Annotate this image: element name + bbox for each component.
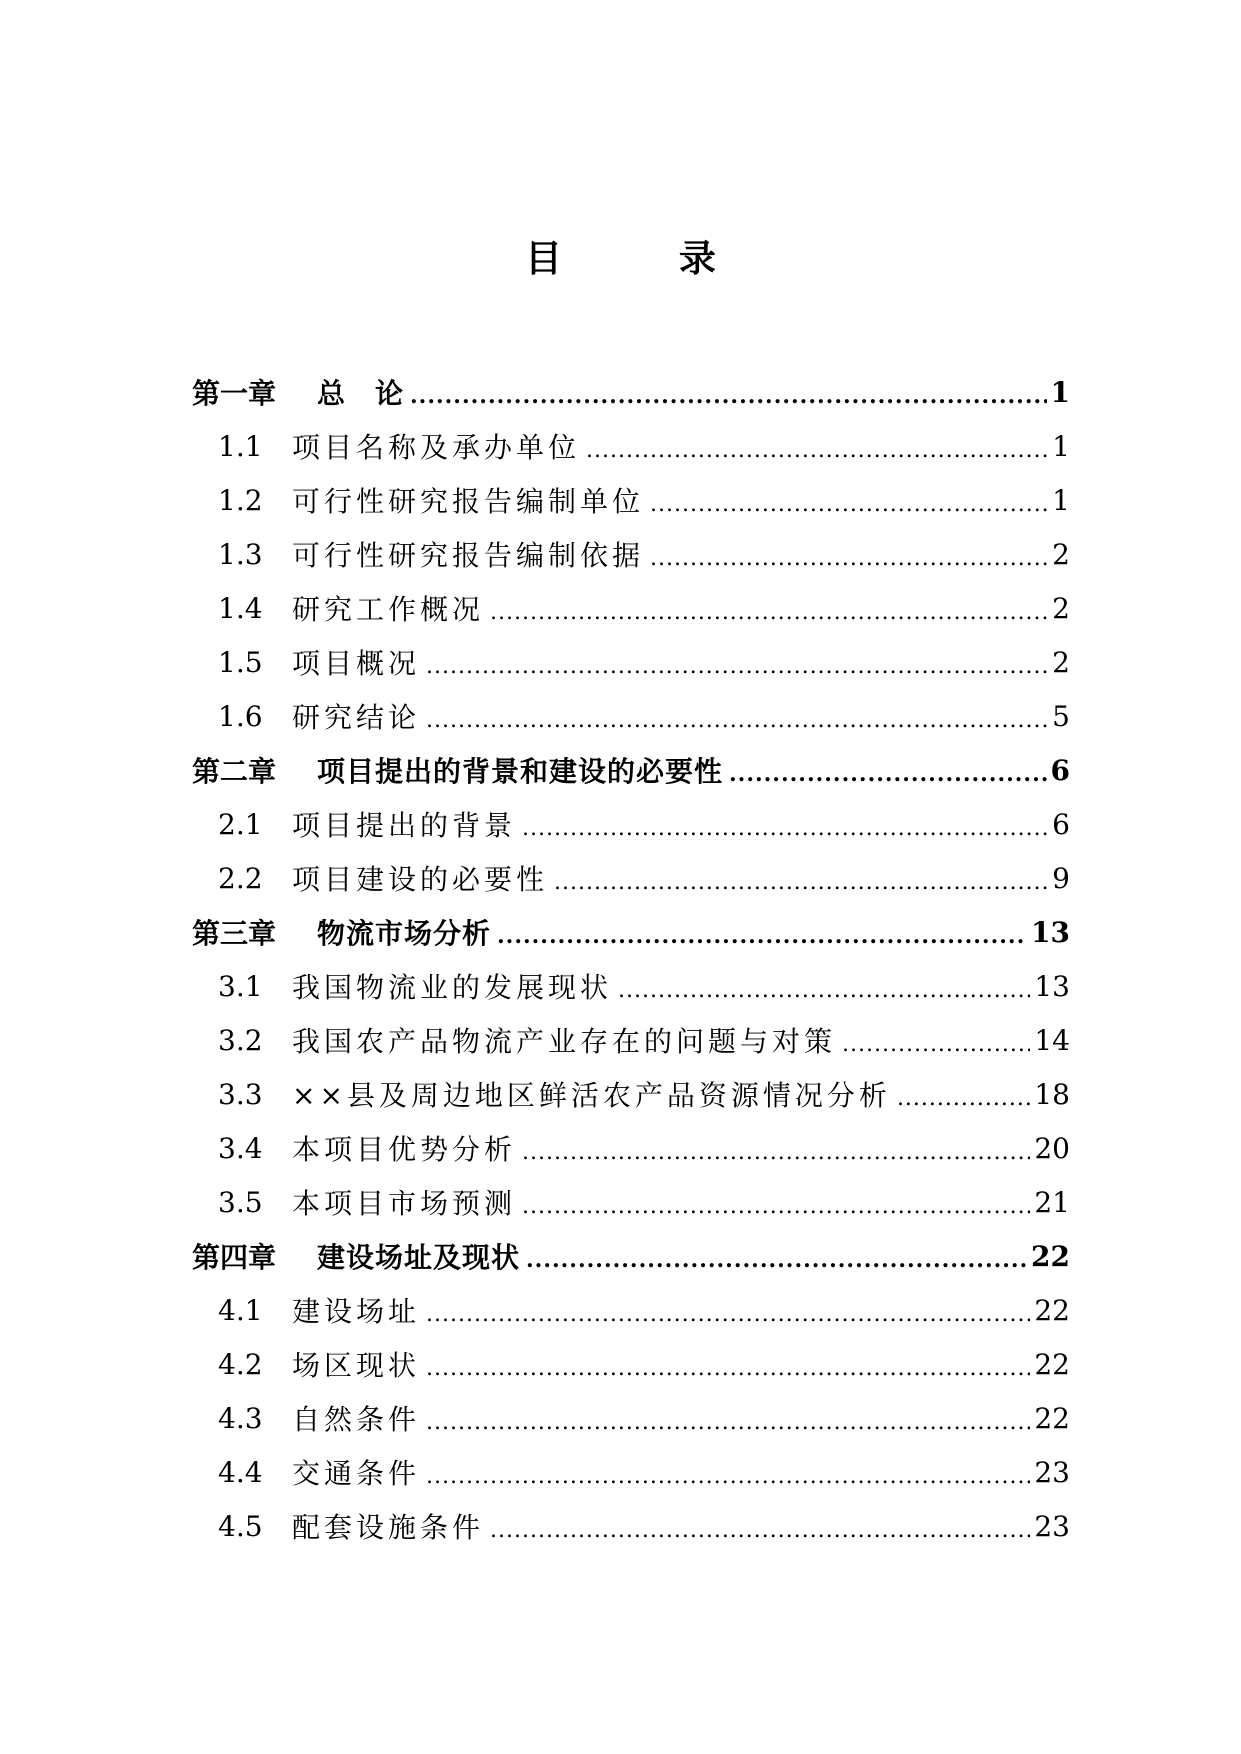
toc-entry-label: 自然条件 bbox=[292, 1403, 421, 1436]
toc-entry-label: 我国农产品物流产业存在的问题与对策 bbox=[292, 1025, 837, 1058]
toc-entry-label: 建设场址及现状 bbox=[317, 1241, 521, 1274]
toc-entry-number: 第三章 bbox=[192, 917, 277, 950]
toc-leader-dots bbox=[729, 761, 1047, 787]
toc-leader-dots bbox=[426, 1464, 1030, 1489]
toc-section-entry[interactable] bbox=[192, 1499, 1070, 1553]
toc-entry-number: 3.3 bbox=[218, 1077, 263, 1111]
toc-section-entry[interactable] bbox=[192, 635, 1070, 689]
toc-entry-label: 项目概况 bbox=[292, 647, 421, 680]
toc-leader-dots bbox=[842, 1032, 1030, 1057]
toc-entry-number: 3.5 bbox=[218, 1185, 263, 1219]
toc-leader-dots bbox=[650, 546, 1048, 571]
toc-page-number: 1 bbox=[1052, 429, 1070, 463]
toc-entry-number: 1.2 bbox=[218, 483, 263, 517]
toc-entry-number: 1.3 bbox=[218, 537, 263, 571]
toc-entry-label: 项目提出的背景 bbox=[292, 809, 517, 842]
toc-entry-number: 4.4 bbox=[218, 1455, 263, 1489]
toc-page-number: 6 bbox=[1050, 753, 1070, 787]
toc-entry-label: 配套设施条件 bbox=[292, 1511, 485, 1544]
toc-section-entry[interactable] bbox=[192, 419, 1070, 473]
toc-page-number: 5 bbox=[1052, 699, 1070, 733]
toc-section-entry[interactable] bbox=[192, 1067, 1070, 1121]
toc-leader-dots bbox=[426, 1302, 1030, 1327]
toc-entry-number: 4.5 bbox=[218, 1509, 263, 1543]
toc-entry-number: 1.5 bbox=[218, 645, 263, 679]
toc-leader-dots bbox=[426, 1410, 1030, 1435]
toc-entry-label: ××县及周边地区鲜活农产品资源情况分析 bbox=[292, 1079, 891, 1112]
toc-page-number: 22 bbox=[1034, 1401, 1070, 1435]
toc-leader-dots bbox=[426, 1356, 1030, 1381]
toc-entry-number: 3.4 bbox=[218, 1131, 263, 1165]
toc-page-number: 22 bbox=[1034, 1347, 1070, 1381]
toc-entry-label: 交通条件 bbox=[292, 1457, 421, 1490]
toc-section-entry[interactable] bbox=[192, 689, 1070, 743]
toc-page-number: 22 bbox=[1031, 1239, 1070, 1273]
toc-section-entry[interactable] bbox=[192, 797, 1070, 851]
toc-entry-number: 4.3 bbox=[218, 1401, 263, 1435]
toc-entry-label: 研究结论 bbox=[292, 701, 421, 734]
toc-section-entry[interactable] bbox=[192, 1283, 1070, 1337]
toc-chapter-entry[interactable] bbox=[192, 365, 1070, 419]
toc-entry-number: 2.1 bbox=[218, 807, 263, 841]
toc-entry-label: 项目提出的背景和建设的必要性 bbox=[317, 755, 724, 788]
toc-leader-dots bbox=[554, 870, 1048, 895]
table-of-contents bbox=[192, 365, 1070, 1553]
toc-section-entry[interactable] bbox=[192, 527, 1070, 581]
toc-leader-dots bbox=[526, 1247, 1027, 1273]
toc-page-number: 9 bbox=[1052, 861, 1070, 895]
toc-entry-label: 项目名称及承办单位 bbox=[292, 431, 581, 464]
toc-entry-number: 4.1 bbox=[218, 1293, 263, 1327]
toc-entry-number: 4.2 bbox=[218, 1347, 263, 1381]
toc-page-number: 20 bbox=[1034, 1131, 1070, 1165]
toc-page-number: 2 bbox=[1052, 537, 1070, 571]
toc-section-entry[interactable] bbox=[192, 1175, 1070, 1229]
toc-page-number: 2 bbox=[1052, 645, 1070, 679]
toc-chapter-entry[interactable] bbox=[192, 743, 1070, 797]
toc-page-number: 1 bbox=[1050, 375, 1070, 409]
toc-page-number: 21 bbox=[1034, 1185, 1070, 1219]
toc-leader-dots bbox=[586, 438, 1048, 463]
toc-section-entry[interactable] bbox=[192, 959, 1070, 1013]
toc-entry-label: 总 论 bbox=[317, 377, 405, 410]
toc-entry-label: 项目建设的必要性 bbox=[292, 863, 549, 896]
toc-entry-number: 第一章 bbox=[192, 377, 277, 410]
toc-leader-dots bbox=[522, 816, 1048, 841]
toc-leader-dots bbox=[522, 1140, 1030, 1165]
toc-section-entry[interactable] bbox=[192, 851, 1070, 905]
toc-page-number: 23 bbox=[1034, 1455, 1070, 1489]
toc-section-entry[interactable] bbox=[192, 473, 1070, 527]
toc-leader-dots bbox=[426, 654, 1048, 679]
toc-page-number: 13 bbox=[1034, 969, 1070, 1003]
toc-entry-number: 1.6 bbox=[218, 699, 263, 733]
toc-section-entry[interactable] bbox=[192, 1121, 1070, 1175]
toc-entry-label: 研究工作概况 bbox=[292, 593, 485, 626]
toc-entry-label: 本项目市场预测 bbox=[292, 1187, 517, 1220]
toc-page-number: 14 bbox=[1034, 1023, 1070, 1057]
toc-page-number: 6 bbox=[1052, 807, 1070, 841]
toc-page-number: 22 bbox=[1034, 1293, 1070, 1327]
toc-entry-label: 我国物流业的发展现状 bbox=[292, 971, 613, 1004]
toc-entry-number: 2.2 bbox=[218, 861, 263, 895]
toc-leader-dots bbox=[490, 1518, 1030, 1543]
toc-leader-dots bbox=[618, 978, 1030, 1003]
toc-section-entry[interactable] bbox=[192, 581, 1070, 635]
toc-section-entry[interactable] bbox=[192, 1391, 1070, 1445]
toc-entry-number: 第四章 bbox=[192, 1241, 277, 1274]
toc-entry-number: 第二章 bbox=[192, 755, 277, 788]
toc-leader-dots bbox=[426, 708, 1048, 733]
toc-leader-dots bbox=[650, 492, 1048, 517]
toc-leader-dots bbox=[522, 1194, 1030, 1219]
toc-chapter-entry[interactable] bbox=[192, 905, 1070, 959]
toc-leader-dots bbox=[497, 923, 1027, 949]
toc-entry-label: 物流市场分析 bbox=[317, 917, 492, 950]
toc-page-number: 18 bbox=[1034, 1077, 1070, 1111]
toc-entry-number: 1.1 bbox=[218, 429, 263, 463]
toc-chapter-entry[interactable] bbox=[192, 1229, 1070, 1283]
toc-leader-dots bbox=[410, 383, 1047, 409]
toc-section-entry[interactable] bbox=[192, 1337, 1070, 1391]
toc-page-number: 2 bbox=[1052, 591, 1070, 625]
toc-entry-number: 3.1 bbox=[218, 969, 263, 1003]
toc-entry-label: 可行性研究报告编制单位 bbox=[292, 485, 645, 518]
toc-entry-number: 1.4 bbox=[218, 591, 263, 625]
toc-leader-dots bbox=[897, 1086, 1030, 1111]
toc-entry-label: 可行性研究报告编制依据 bbox=[292, 539, 645, 572]
toc-section-entry[interactable] bbox=[192, 1445, 1070, 1499]
page-title: 目 录 bbox=[525, 236, 768, 280]
toc-page-number: 1 bbox=[1052, 483, 1070, 517]
toc-entry-number: 3.2 bbox=[218, 1023, 263, 1057]
toc-entry-label: 本项目优势分析 bbox=[292, 1133, 517, 1166]
toc-leader-dots bbox=[490, 600, 1048, 625]
toc-entry-label: 场区现状 bbox=[292, 1349, 421, 1382]
toc-entry-label: 建设场址 bbox=[292, 1295, 421, 1328]
toc-page-number: 23 bbox=[1034, 1509, 1070, 1543]
toc-section-entry[interactable] bbox=[192, 1013, 1070, 1067]
toc-page-number: 13 bbox=[1031, 915, 1070, 949]
